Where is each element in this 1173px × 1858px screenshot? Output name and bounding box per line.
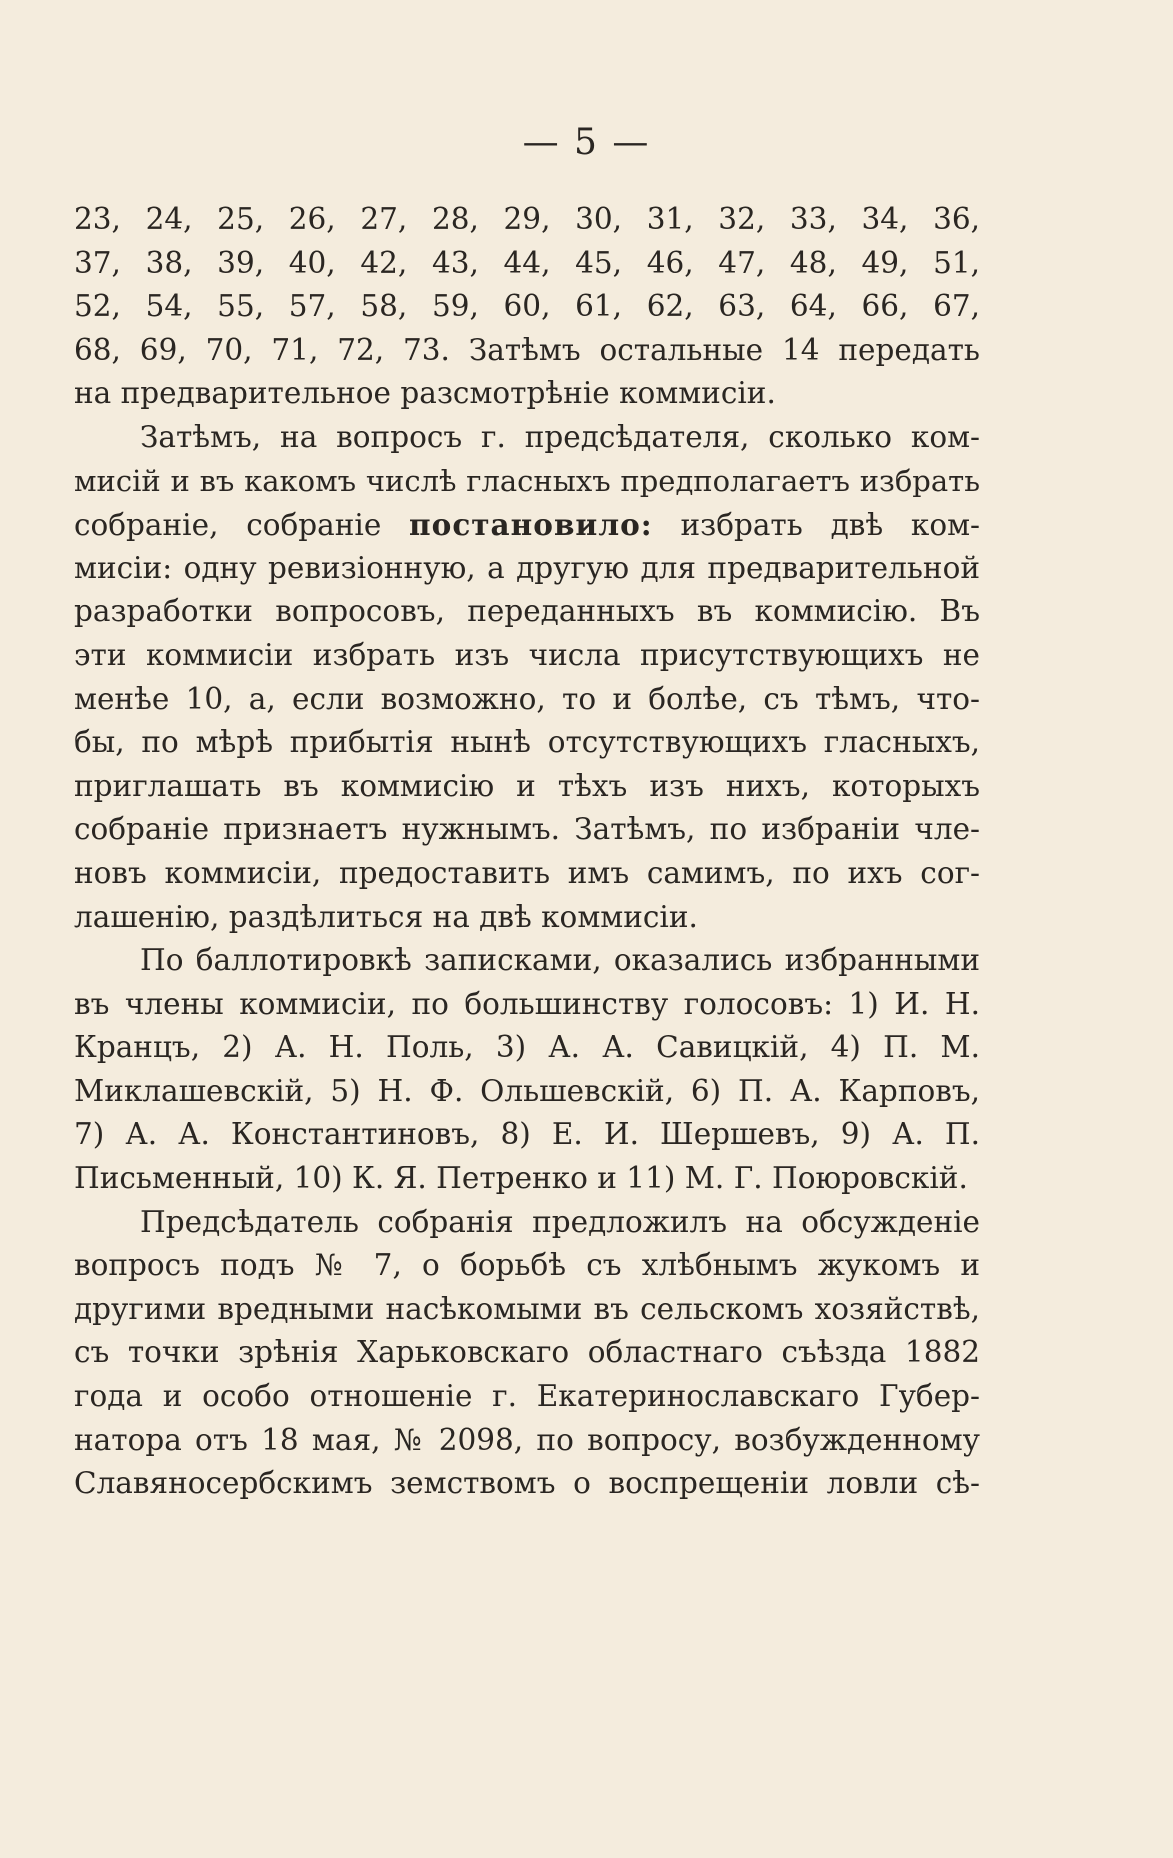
text-line: другими вредными насѣкомыми въ сельскомъ хозяйствѣ, [74,1291,980,1326]
text-line: 7) А. А. Константиновъ, 8) Е. И. Шершевъ, 9) А. П. [74,1117,980,1152]
text-line: По баллотировкѣ записками, оказались избранными [140,943,980,978]
text-line: менѣе 10, а, если возможно, то и болѣе, съ тѣмъ, что- [74,681,980,716]
text-line: Кранцъ, 2) А. Н. Поль, 3) А. А. Савицкій, 4) П. М. [74,1030,980,1065]
text-line: Миклашевскій, 5) Н. Ф. Ольшевскій, 6) П. А. Карповъ, [74,1073,980,1108]
text-line: 23, 24, 25, 26, 27, 28, 29, 30, 31, 32, 33, 34, 36, [74,202,980,236]
text-line: Славяносербскимъ земствомъ о воспрещеніи ловли сѣ- [74,1466,980,1501]
text-line: лашенію, раздѣлиться на двѣ коммисіи. [74,899,698,934]
text-line: 68, 69, 70, 71, 72, 73. Затѣмъ остальные 14 передать [74,332,980,367]
text-line: разработки вопросовъ, переданныхъ въ коммисію. Въ [74,594,980,629]
body-text [74,198,980,1506]
text-line: эти коммисіи избрать изъ числа присутствующихъ не [74,637,980,672]
line-text-after: избрать двѣ ком- [652,508,981,543]
text-line: натора отъ 18 мая, № 2098, по вопросу, возбужденному [74,1422,980,1457]
text-line: собраніе признаетъ нужнымъ. Затѣмъ, по избраніи чле- [74,812,980,847]
text-line: мисіи: одну ревизіонную, а другую для предварительной [74,550,980,585]
text-line: 37, 38, 39, 40, 42, 43, 44, 45, 46, 47, 48, 49, 51, [74,245,980,280]
text-line: бы, по мѣрѣ прибытія нынѣ отсутствующихъ гласныхъ, [74,725,980,760]
text-line: въ члены коммисіи, по большинству голосовъ: 1) И. Н. [74,986,980,1021]
text-line: Затѣмъ, на вопросъ г. предсѣдателя, сколько ком- [140,419,980,454]
text-line: года и особо отношеніе г. Екатеринославскаго Губер- [74,1379,980,1414]
text-line: съ точки зрѣнія Харьковскаго областнаго съѣзда 1882 [74,1335,980,1370]
emphasized-word: постановило: [409,507,653,543]
text-line: мисій и въ какомъ числѣ гласныхъ предполагаетъ избрать [74,463,980,498]
page-number: — 5 — [522,122,651,163]
text-line: приглашать въ коммисію и тѣхъ изъ нихъ, которыхъ [74,768,980,803]
line-text-before: собраніе, собраніе [74,508,410,543]
text-line: новъ коммисіи, предоставить имъ самимъ, по ихъ сог- [74,855,980,890]
text-line [74,503,980,547]
text-line: на предварительное разсмотрѣніе коммисіи. [74,376,776,411]
text-line: вопросъ подъ № 7, о борьбѣ съ хлѣбнымъ жукомъ и [74,1248,980,1283]
text-line: Письменный, 10) К. Я. Петренко и 11) М. Г. Поюровскій. [74,1161,968,1196]
text-line: 52, 54, 55, 57, 58, 59, 60, 61, 62, 63, 64, 66, 67, [74,289,980,324]
text-line: Предсѣдатель собранія предложилъ на обсужденіе [140,1204,980,1239]
